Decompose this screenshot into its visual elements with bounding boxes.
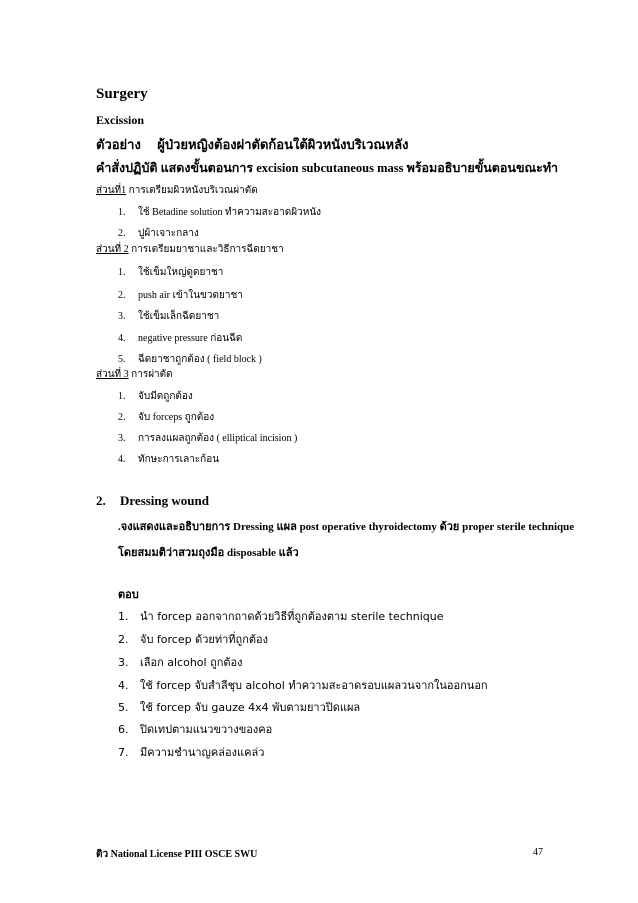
page-number: 47 xyxy=(533,847,543,858)
list-item xyxy=(118,265,223,280)
item-text: มีความชำนาญคล่องแคล่ว xyxy=(140,746,265,759)
answer-item xyxy=(118,698,360,716)
part-2-heading xyxy=(96,242,284,257)
list-item xyxy=(118,352,262,367)
item-text: ปิดเทปตามแนวขวางของคอ xyxy=(140,723,273,736)
list-item xyxy=(118,226,199,241)
item-number: 2. xyxy=(118,228,126,239)
list-item xyxy=(118,331,242,346)
item-number: 1. xyxy=(118,207,126,218)
part-title: การเตรียมยาชาและวิธีการฉีดยาชา xyxy=(128,244,284,255)
item-text: จับ forcep ด้วยท่าที่ถูกต้อง xyxy=(140,633,268,646)
item-text: ทักษะการเลาะก้อน xyxy=(138,454,220,465)
list-item xyxy=(118,288,243,303)
item-number: 2. xyxy=(118,633,129,646)
list-item xyxy=(118,309,219,324)
part-title: การเตรียมผิวหนังบริเวณผ่าตัด xyxy=(126,185,258,196)
item-text: ปูผ้าเจาะกลาง xyxy=(138,228,199,239)
item-text: ใช้เข็มใหญ่ดูดยาชา xyxy=(138,267,224,278)
item-number: 5. xyxy=(118,701,129,714)
example-text: ผู้ป่วยหญิงต้องผ่าตัดก้อนใต้ผิวหนังบริเวณหลัง xyxy=(157,137,409,152)
task-line-2: โดยสมมติว่าสวมถุงมือ disposable แล้ว xyxy=(118,547,299,559)
subheading: Excission xyxy=(96,113,145,127)
item-number: 2. xyxy=(118,290,126,301)
item-number: 3. xyxy=(118,433,126,444)
item-number: 7. xyxy=(118,746,129,759)
task-line-1: .จงแสดงและอธิบายการ Dressing แผล post operative thyroidectomy ด้วย proper sterile technique xyxy=(118,521,575,533)
answer-item xyxy=(118,630,268,648)
answer-item xyxy=(118,607,443,625)
list-item xyxy=(118,452,219,467)
instruction-line: คำสั่งปฏิบัติ แสดงขั้นตอนการ excision subcutaneous mass พร้อมอธิบายขั้นตอนขณะทำ xyxy=(96,161,559,175)
item-number: 6. xyxy=(118,723,129,736)
list-item xyxy=(118,431,297,446)
part-label: ส่วนที่ 2 xyxy=(96,244,129,255)
item-text: ใช้เข็มเล็กฉีดยาชา xyxy=(138,311,220,322)
item-text: negative pressure ก่อนฉีด xyxy=(138,333,243,344)
item-text: push air เข้าในขวดยาชา xyxy=(138,290,243,301)
item-text: จับมีดถูกต้อง xyxy=(138,391,193,402)
example-label: ตัวอย่าง xyxy=(96,137,141,152)
answer-label: ตอบ xyxy=(118,588,139,601)
item-number: 4. xyxy=(118,679,129,692)
part-title: การผ่าตัด xyxy=(128,369,173,380)
item-text: การลงแผลถูกต้อง ( elliptical incision ) xyxy=(138,433,298,444)
list-item xyxy=(118,205,321,220)
item-text: ใช้ forcep จับสำลีชุบ alcohol ทำความสะอาดรอบแผลวนจากในออกนอก xyxy=(140,679,488,692)
item-text: จับ forceps ถูกต้อง xyxy=(138,412,215,423)
item-text: ใช้ Betadine solution ทำความสะอาดผิวหนัง xyxy=(138,207,322,218)
answer-item xyxy=(118,676,488,694)
item-number: 1. xyxy=(118,267,126,278)
item-number: 4. xyxy=(118,333,126,344)
section-title: Dressing wound xyxy=(120,493,209,508)
answer-item xyxy=(118,653,243,671)
part-1-heading xyxy=(96,183,258,198)
section-2-heading xyxy=(96,493,209,509)
item-number: 3. xyxy=(118,656,129,669)
item-text: ใช้ forcep จับ gauze 4x4 พับตามยาวปิดแผล xyxy=(140,701,361,714)
item-number: 2. xyxy=(118,412,126,423)
item-number: 1. xyxy=(118,610,129,623)
item-number: 5. xyxy=(118,354,126,365)
list-item xyxy=(118,410,214,425)
section-number: 2. xyxy=(96,493,106,508)
example-line xyxy=(96,134,408,155)
answer-item xyxy=(118,720,272,738)
item-number: 3. xyxy=(118,311,126,322)
item-text: เลือก alcohol ถูกต้อง xyxy=(140,656,243,669)
list-item xyxy=(118,389,193,404)
footer-title: ติว National License PIII OSCE SWU xyxy=(96,849,258,860)
item-number: 4. xyxy=(118,454,126,465)
item-number: 1. xyxy=(118,391,126,402)
item-text: นำ forcep ออกจากถาดด้วยวิธีที่ถูกต้องตาม sterile technique xyxy=(140,610,444,623)
answer-item xyxy=(118,743,264,761)
item-text: ฉีดยาชาถูกต้อง ( field block ) xyxy=(138,354,262,365)
part-3-heading xyxy=(96,367,173,382)
part-label: ส่วนที่ 3 xyxy=(96,369,129,380)
section-heading: Surgery xyxy=(96,86,148,102)
part-label: ส่วนที่1 xyxy=(96,185,127,196)
